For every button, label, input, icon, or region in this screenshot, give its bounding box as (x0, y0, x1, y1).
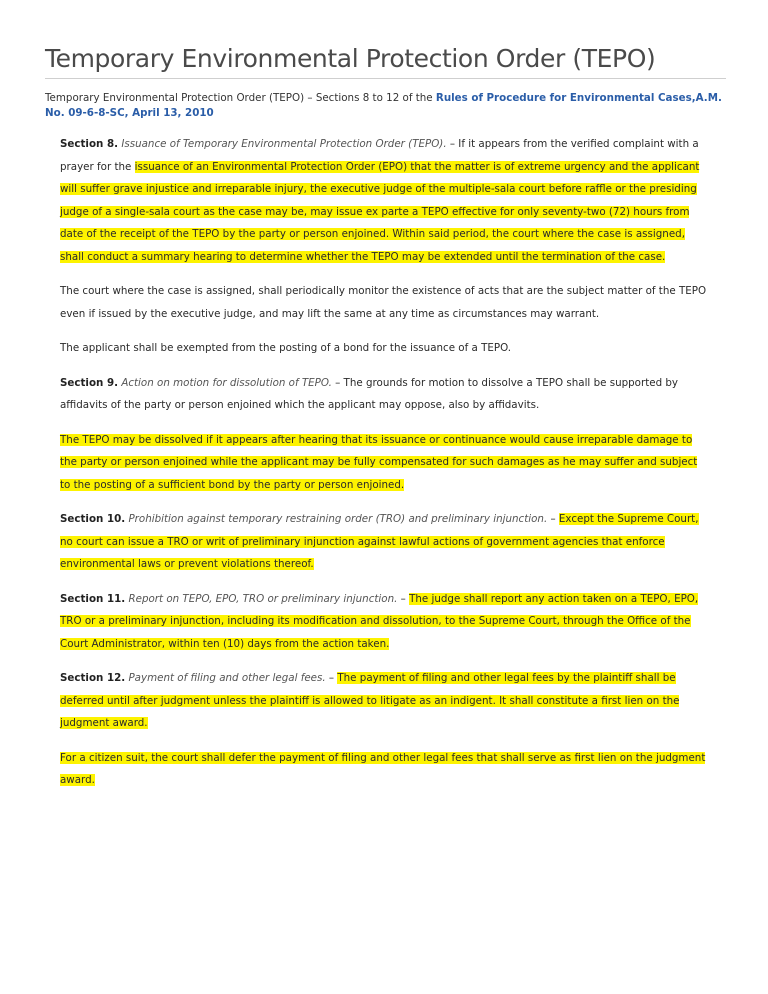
section-12-highlight: The payment of filing and other legal fees by the plaintiff shall be deferred until after judgment unless the plaintiff is allowed to litigate as an indigent. It shall constitute a first lien on the judgment award. (60, 672, 680, 729)
section-12-dash: – (325, 672, 338, 684)
section-8-number: Section 8. (60, 138, 119, 150)
section-8-lead: – If it appears from the verified complaint with a prayer for the (60, 138, 699, 173)
section-12-title: Payment of filing and other legal fees. (128, 672, 326, 684)
section-11-number: Section 11. (60, 592, 126, 605)
section-10 (60, 508, 708, 576)
section-8 (60, 133, 708, 268)
section-11-title: Report on TEPO, EPO, TRO or preliminary injunction. (128, 592, 398, 605)
intro-text: Temporary Environmental Protection Order (TEPO) – Sections 8 to 12 of the (45, 92, 436, 104)
section-9-title: Action on motion for dissolution of TEPO. (121, 376, 332, 389)
section-12 (60, 667, 708, 735)
document-body (60, 133, 708, 804)
section-8-title: Issuance of Temporary Environmental Protection Order (TEPO). (121, 138, 447, 150)
section-9 (60, 372, 708, 417)
section-9-number: Section 9. (60, 376, 119, 389)
section-10-number: Section 10. (60, 513, 126, 525)
section-11 (60, 588, 708, 656)
paragraph-monitor: The court where the case is assigned, shall periodically monitor the existence of acts that are the subject matter of the TEPO even if issued by the executive judge, and may lift the same at any time as circumstances may warrant. (60, 285, 707, 320)
section-8-highlight: issuance of an Environmental Protection Order (EPO) that the matter is of extreme urgency and the applicant will suffer grave injustice and irreparable injury, the executive judge of the multiple-sala court before raffle or the presiding judge of a single-sala court as the case may be, may issue ex parte a TEPO effective for only seventy-two (72) hours from date of the receipt of the TEPO by the party or person enjoined. Within said period, the court where the case is assigned, shall conduct a summary hearing to determine whether the TEPO may be extended until the termination of the case. (60, 160, 700, 263)
section-10-highlight: Except the Supreme Court, no court can issue a TRO or writ of preliminary injunction against lawful actions of government agencies that enforce environmental laws or prevent violations thereof. (60, 513, 699, 570)
section-10-dash: – (547, 513, 559, 525)
intro-line (45, 91, 735, 121)
section-11-highlight: The judge shall report any action taken on a TEPO, EPO, TRO or a preliminary injunction, including its modification and dissolution, to the Supreme Court, through the Office of the Court Administrator, within ten (10) days from the action taken. (60, 592, 699, 650)
section-12-number: Section 12. (60, 672, 126, 684)
title-divider (45, 78, 726, 79)
section-11-dash: – (397, 592, 410, 605)
paragraph-citizen (60, 747, 708, 792)
paragraph-bond: The applicant shall be exempted from the posting of a bond for the issuance of a TEPO. (60, 342, 512, 354)
rules-link[interactable]: Rules of Procedure for Environmental Cases,A.M. No. 09-6-8-SC, April 13, 2010 (45, 92, 722, 119)
page-title: Temporary Environmental Protection Order (TEPO) (45, 44, 656, 73)
paragraph-citizen-highlight: For a citizen suit, the court shall defer the payment of filing and other legal fees that shall serve as first lien on the judgment award. (60, 751, 706, 786)
section-9-text: – The grounds for motion to dissolve a TEPO shall be supported by affidavits of the party or person enjoined which the applicant may oppose, also by affidavits. (60, 376, 679, 411)
paragraph-dissolve-highlight: The TEPO may be dissolved if it appears after hearing that its issuance or continuance would cause irreparable damage to the party or person enjoined while the applicant may be fully compensated for such damages as he may suffer and subject to the posting of a sufficient bond by the party or person enjoined. (60, 433, 698, 491)
paragraph-dissolve (60, 429, 708, 497)
section-10-title: Prohibition against temporary restraining order (TRO) and preliminary injunction. (128, 513, 548, 525)
